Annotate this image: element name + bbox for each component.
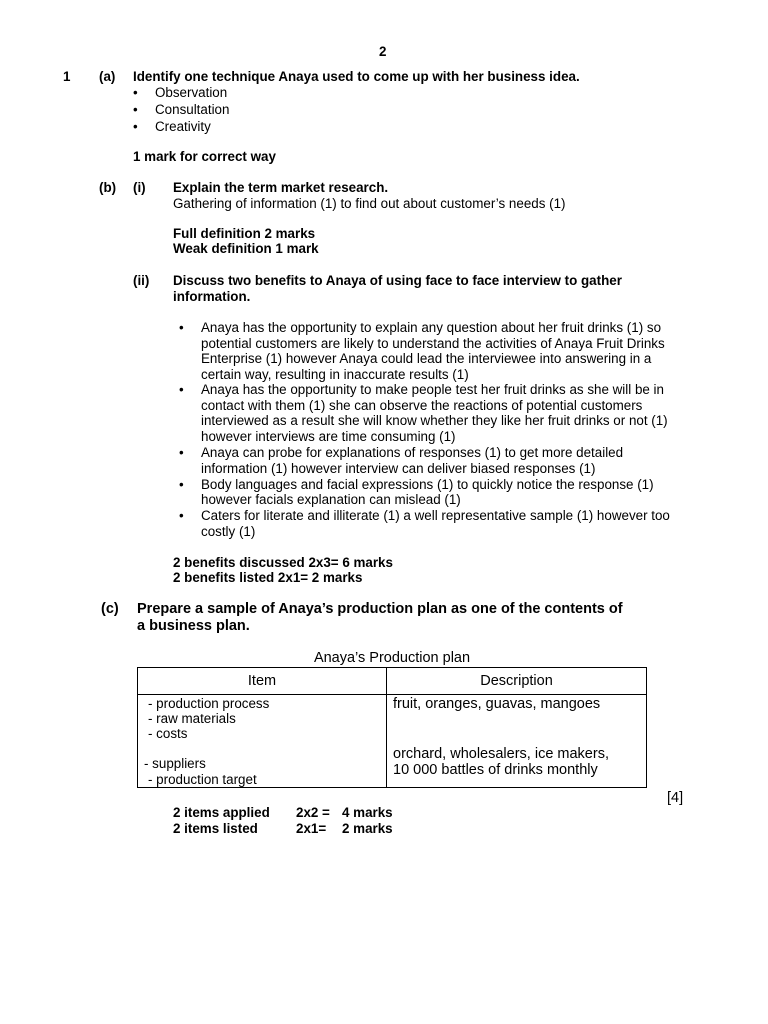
part-b-i-question: Explain the term market research. [173,180,389,195]
table-item: - production target [148,772,257,787]
mark-row-total: 2 marks [342,821,393,836]
part-b-ii-mark-listed: 2 benefits listed 2x1= 2 marks [173,570,363,585]
mark-row-label: 2 items applied [173,805,270,820]
part-b-i-mark-full: Full definition 2 marks [173,226,316,241]
benefit-line: contact with them (1) she can observe the reactions of potential customers [201,398,643,413]
table-description: 10 000 battles of drinks monthly [393,762,598,778]
table-item: - costs [148,726,188,741]
benefit-line: however interviews are time consuming (1) [201,429,456,444]
benefit-line: • Anaya has the opportunity to make people test her fruit drinks as she will be in [201,382,664,398]
benefit-line: • Caters for literate and illiterate (1) a well representative sample (1) however too [201,508,670,524]
question-number: 1 [63,69,71,84]
part-b-ii-label: (ii) [133,273,150,288]
part-b-i-answer: Gathering of information (1) to find out about customer’s needs (1) [173,196,566,211]
option-item: • Creativity [155,119,211,135]
part-c-label: (c) [101,601,119,617]
part-b-i-label: (i) [133,180,146,195]
mark-row-formula: 2x2 = [296,805,330,820]
mark-row-label: 2 items listed [173,821,258,836]
option-item: • Observation [155,85,227,101]
benefit-line: potential customers are likely to understand the activities of Anaya Fruit Drinks [201,336,665,351]
benefit-line: • Anaya can probe for explanations of responses (1) to get more detailed [201,445,623,461]
benefit-line: Enterprise (1) however Anaya could lead the interviewee into answering in a [201,351,652,366]
part-a-question: Identify one technique Anaya used to come up with her business idea. [133,69,580,84]
benefit-line: interviewed as a result she will know whether they like her fruit drinks or not (1) [201,413,668,428]
items-cell [138,695,387,788]
part-a-marking: 1 mark for correct way [133,149,276,164]
benefit-line: costly (1) [201,524,256,539]
part-b-ii-question: information. [173,289,251,304]
table-item: - raw materials [148,711,236,726]
table-description: orchard, wholesalers, ice makers, [393,746,609,762]
table-item: - suppliers [144,756,206,771]
part-c-question: Prepare a sample of Anaya’s production plan as one of the contents of [137,601,623,617]
benefit-line: certain way, resulting in inaccurate results (1) [201,367,469,382]
table-header-description: Description [387,668,647,695]
part-b-ii-question: Discuss two benefits to Anaya of using face to face interview to gather [173,273,622,288]
table-item: - production process [148,696,270,711]
page-number: 2 [379,44,387,59]
benefit-line: however facials explanation can mislead (1) [201,492,461,507]
table-header-item: Item [138,668,387,695]
benefit-line: information (1) however interview can deliver biased responses (1) [201,461,596,476]
part-b-i-mark-weak: Weak definition 1 mark [173,241,319,256]
total-marks: [4] [667,790,684,806]
mark-row-total: 4 marks [342,805,393,820]
part-b-ii-mark-discussed: 2 benefits discussed 2x3= 6 marks [173,555,393,570]
production-plan-table [137,667,647,788]
description-cell [387,695,647,788]
mark-row-formula: 2x1= [296,821,327,836]
part-b-label: (b) [99,180,117,195]
table-description: fruit, oranges, guavas, mangoes [393,696,601,712]
part-a-label: (a) [99,69,116,84]
table-title: Anaya’s Production plan [313,650,471,666]
option-item: • Consultation [155,102,229,118]
benefit-line: • Body languages and facial expressions (1) to quickly notice the response (1) [201,477,654,493]
benefit-line: • Anaya has the opportunity to explain any question about her fruit drinks (1) so [201,320,661,336]
part-c-question: a business plan. [137,618,250,634]
